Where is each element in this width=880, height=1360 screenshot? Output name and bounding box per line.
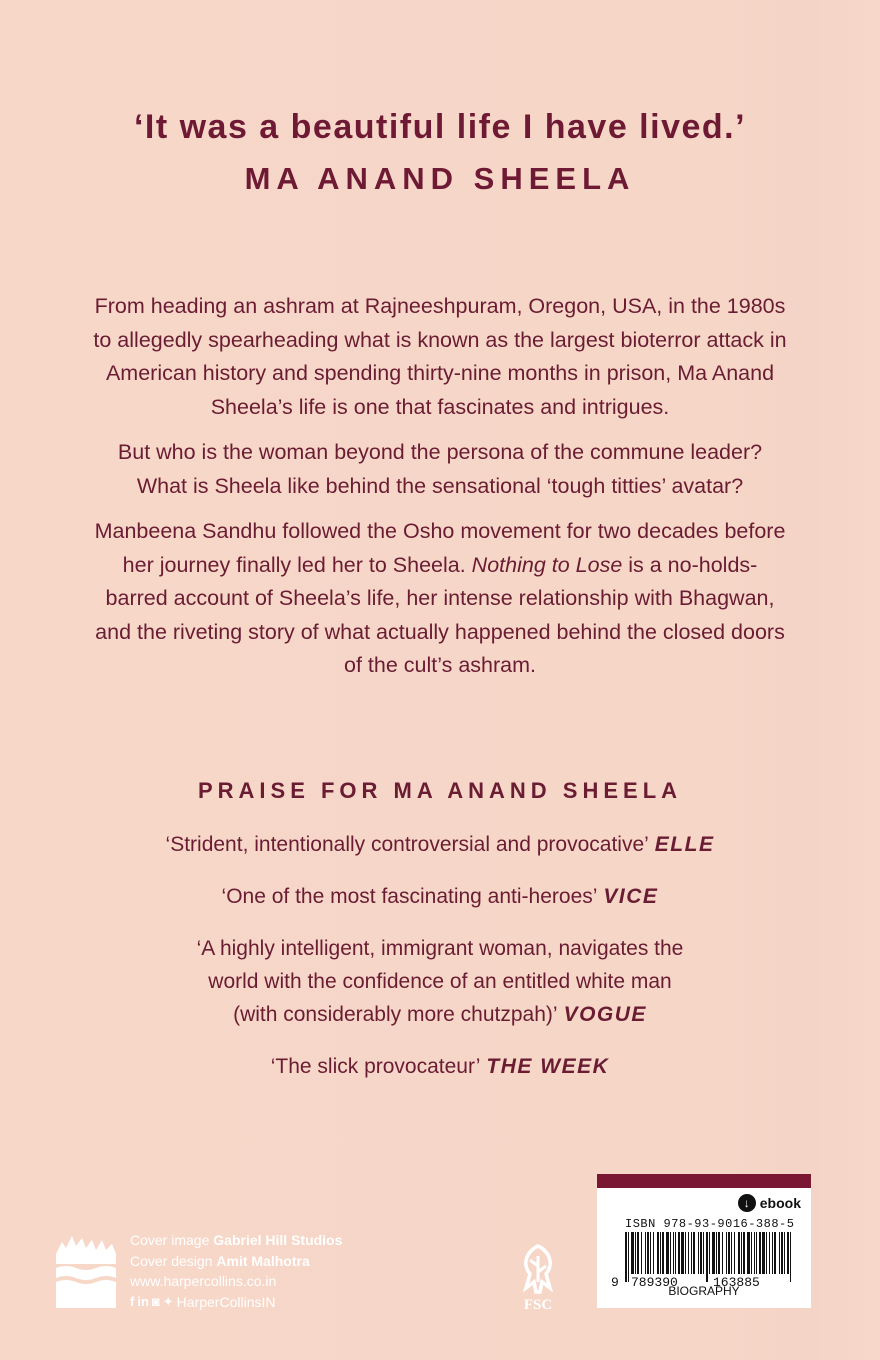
barcode-bar xyxy=(650,1232,651,1274)
barcode-digits-left: 789390 xyxy=(631,1275,678,1288)
barcode-bar xyxy=(653,1232,654,1274)
cover-credits xyxy=(130,1230,342,1312)
praise-source: VICE xyxy=(603,885,659,908)
barcode-digit-first: 9 xyxy=(611,1275,619,1288)
barcode-bar xyxy=(751,1232,752,1274)
barcode-bar xyxy=(772,1232,773,1274)
ebook-label: ebook xyxy=(759,1195,801,1211)
barcode-bar xyxy=(756,1232,757,1274)
cover-image-credit xyxy=(130,1230,342,1251)
praise-quote-line-last xyxy=(0,998,880,1031)
praise-item xyxy=(0,932,880,1031)
download-icon: ↓ xyxy=(738,1194,756,1212)
twitter-icon[interactable]: ✦ xyxy=(162,1293,174,1309)
book-blurb xyxy=(92,290,788,695)
barcode-bar xyxy=(722,1232,723,1274)
barcode-bar xyxy=(743,1232,745,1274)
ebook-badge xyxy=(738,1194,801,1212)
barcode-bar xyxy=(787,1232,789,1274)
cover-design-credit xyxy=(130,1251,342,1272)
barcode-bar xyxy=(698,1232,699,1274)
barcode-bar xyxy=(675,1232,676,1274)
barcode-bar xyxy=(685,1232,686,1274)
barcode-bar xyxy=(673,1232,674,1274)
praise-source: ELLE xyxy=(654,833,715,856)
barcode-bar xyxy=(734,1232,735,1274)
social-row xyxy=(130,1292,342,1313)
fsc-certification xyxy=(510,1242,566,1314)
barcode-bar xyxy=(647,1232,649,1274)
barcode-bar xyxy=(731,1232,732,1274)
epigraph-author: MA ANAND SHEELA xyxy=(244,161,636,196)
barcode-bar xyxy=(678,1232,680,1274)
book-category: BIOGRAPHY xyxy=(668,1284,740,1298)
social-handle: HarperCollinsIN xyxy=(176,1293,276,1310)
praise-source: THE WEEK xyxy=(486,1055,610,1078)
praise-quote-line: world with the confidence of an entitled white man xyxy=(208,970,672,993)
barcode-bar xyxy=(693,1232,695,1274)
barcode-bar xyxy=(635,1232,636,1274)
barcode-bar xyxy=(700,1232,702,1274)
barcode-bar xyxy=(781,1232,783,1274)
barcode-bar xyxy=(754,1232,755,1274)
barcode-panel xyxy=(597,1174,811,1308)
cover-image-label: Cover image xyxy=(130,1232,210,1248)
barcode-bar xyxy=(712,1232,715,1274)
barcode-band xyxy=(597,1174,811,1188)
barcode-bar xyxy=(637,1232,639,1274)
barcode-bar xyxy=(641,1232,642,1274)
book-title: Nothing to Lose xyxy=(471,552,623,577)
blurb-paragraph-3 xyxy=(92,515,788,683)
barcode-bar xyxy=(790,1232,791,1282)
praise-quote: ‘Strident, intentionally controversial and provocative’ xyxy=(165,833,649,856)
fsc-tree-icon xyxy=(510,1242,566,1296)
barcode-bar xyxy=(779,1232,780,1274)
barcode-icon xyxy=(609,1232,799,1288)
barcode-bar xyxy=(738,1232,740,1274)
barcode-bar xyxy=(741,1232,742,1274)
barcode-bar xyxy=(759,1232,761,1274)
barcode-bar xyxy=(681,1232,684,1274)
barcode-bar xyxy=(769,1232,770,1274)
barcode-bar xyxy=(709,1232,710,1274)
publisher-website[interactable]: www.harpercollins.co.in xyxy=(130,1273,277,1289)
instagram-icon[interactable]: ◙ xyxy=(151,1293,160,1309)
blurb-paragraph-2: But who is the woman beyond the persona of the commune leader? What is Sheela like behind the sensational ‘tough titties’ avatar? xyxy=(117,440,763,498)
barcode-bar xyxy=(726,1232,727,1274)
barcode-bar xyxy=(716,1232,717,1274)
praise-item xyxy=(0,828,880,861)
praise-quote-line: (with considerably more chutzpah)’ xyxy=(233,1003,558,1026)
barcode-bar xyxy=(728,1232,730,1274)
barcode-bar xyxy=(747,1232,750,1274)
praise-item xyxy=(0,1050,880,1083)
blurb-paragraph-1: From heading an ashram at Rajneeshpuram, Oregon, USA, in the 1980s to allegedly spearheading what is known as the largest bioterror attack in American history and spending thirty-nine months in prison, Ma Anand Sheela’s life is one that fascinates and intrigues. xyxy=(93,294,787,419)
blurb-p3-start: Manbeena Sandhu followed the Osho movement for two decades before her journey finally led her to Sheela. xyxy=(94,519,786,577)
harpercollins-logo-icon xyxy=(54,1234,118,1308)
barcode-bar xyxy=(762,1232,765,1274)
praise-quote: ‘The slick provocateur’ xyxy=(270,1055,481,1078)
barcode-bar xyxy=(666,1232,669,1274)
barcode-bar xyxy=(688,1232,689,1274)
barcode-bar xyxy=(645,1232,646,1274)
barcode-bar xyxy=(691,1232,692,1274)
fsc-label: FSC xyxy=(523,1297,553,1313)
blurb-p3-end: is a no-holds-barred account of Sheela’s life, her intense relationship with Bhagwan, and the riveting story of what actually happened behind the closed doors of the cult’s ashram. xyxy=(95,552,785,677)
barcode-bar xyxy=(703,1232,704,1274)
barcode-bar xyxy=(628,1232,629,1282)
barcode-bar xyxy=(784,1232,785,1274)
isbn-number: ISBN 978-93-9016-388-5 xyxy=(625,1217,795,1231)
barcode-bar xyxy=(774,1232,776,1274)
barcode-bar xyxy=(662,1232,664,1274)
quote-block xyxy=(0,108,880,197)
praise-source: VOGUE xyxy=(563,1003,647,1026)
cover-design-name: Amit Malhotra xyxy=(216,1252,310,1269)
barcode-bar xyxy=(657,1232,659,1274)
praise-quote-line: ‘A highly intelligent, immigrant woman, navigates the xyxy=(196,937,684,960)
barcode-bar xyxy=(670,1232,671,1274)
barcode-bar xyxy=(766,1232,767,1274)
epigraph-quote: ‘It was a beautiful life I have lived.’ xyxy=(133,108,747,146)
barcode-bar xyxy=(660,1232,661,1274)
facebook-icon[interactable]: f xyxy=(130,1293,135,1309)
praise-heading: PRAISE FOR MA ANAND SHEELA xyxy=(197,778,683,803)
barcode-digits-right: 163885 xyxy=(713,1275,760,1288)
barcode-bar xyxy=(625,1232,627,1282)
barcode-bar xyxy=(718,1232,720,1274)
cover-image-name: Gabriel Hill Studios xyxy=(213,1232,343,1248)
praise-quote: ‘One of the most fascinating anti-heroes’ xyxy=(221,885,598,908)
barcode-bar xyxy=(631,1232,634,1274)
barcode-bar xyxy=(706,1232,708,1282)
praise-item xyxy=(0,880,880,913)
cover-design-label: Cover design xyxy=(130,1252,213,1269)
praise-section xyxy=(0,778,880,1102)
linkedin-icon[interactable]: in xyxy=(137,1293,149,1309)
